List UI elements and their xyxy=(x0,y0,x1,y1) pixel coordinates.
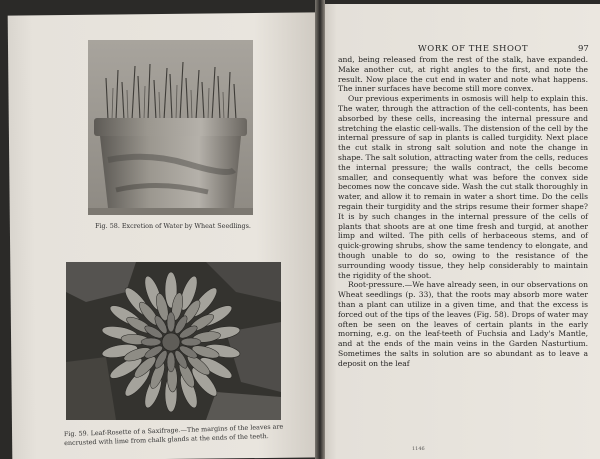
book-gutter xyxy=(315,0,325,459)
paragraph: Our previous experiments in osmosis will help to explain this. The water, through the attraction of the cell-contents, has been absorbed by these cells, increasing the internal pressure and stretching the elastic cell-walls. The distension of the cell by the internal pressure of sap in plants is called turgidity. Next place the cut stalk in strong salt solution and note the change in shape. The salt solution, attracting water from the cells, reduces the internal pressure; the walls contract, the cells become smaller, and consequently what was before the convex side becomes now the concave side. Wash the cut stalk thoroughly in water, and allow it to remain in water a short time. Do the cells regain their turgidity and the strips resume their former shape? It is by such changes in the internal pressure of the cells of plants that shoots are at one time fresh and turgid, at another limp and wilted. The pith cells of herbaceous stems, and of quick-growing shrubs, show the same tendency to elongate, and though unable to do so, owing to the resistance of the surrounding woody tissue, they help considerably to maintain the rigidity of the shoot. xyxy=(338,94,588,280)
page-number: 97 xyxy=(578,44,589,54)
paragraph: Root-pressure.—We have already seen, in our observations on Wheat seedlings (p. 33), that the roots may absorb more water than a plant can utilize in a given time, and that the excess is forced out of the tips of the leaves (Fig. 58). Drops of water may often be seen on the leaves of certain plants in the early morning, e.g. on the leaf-teeth of Fuchsia and Lady's Mantle, and at the ends of the main veins in the Garden Nasturtium. Sometimes the salts in solution are so abundant as to leave a deposit on the leaf xyxy=(338,280,588,368)
printer-signature: 1146 xyxy=(412,446,425,452)
body-text xyxy=(338,55,588,369)
running-head: WORK OF THE SHOOT xyxy=(418,44,529,54)
saxifrage-rosette-illustration xyxy=(66,262,281,420)
figure-58-caption: Fig. 58. Excretion of Water by Wheat Seedlings. xyxy=(95,222,251,230)
paragraph: and, being released from the rest of the stalk, have expanded. Make another cut, at right angles to the first, and note the result. Now place the cut end in water and note what happens. The inner surfaces have become still more convex. xyxy=(338,55,588,94)
wheat-seedlings-illustration xyxy=(88,40,253,215)
figure-59-caption: Fig. 59. Leaf-Rosette of a Saxifrage.—The margins of the leaves are encrusted with lime from chalk glands at the ends of the teeth. xyxy=(63,422,284,448)
figure-wheat-seedlings-photo xyxy=(88,40,253,215)
figure-saxifrage-rosette-photo xyxy=(66,262,281,420)
